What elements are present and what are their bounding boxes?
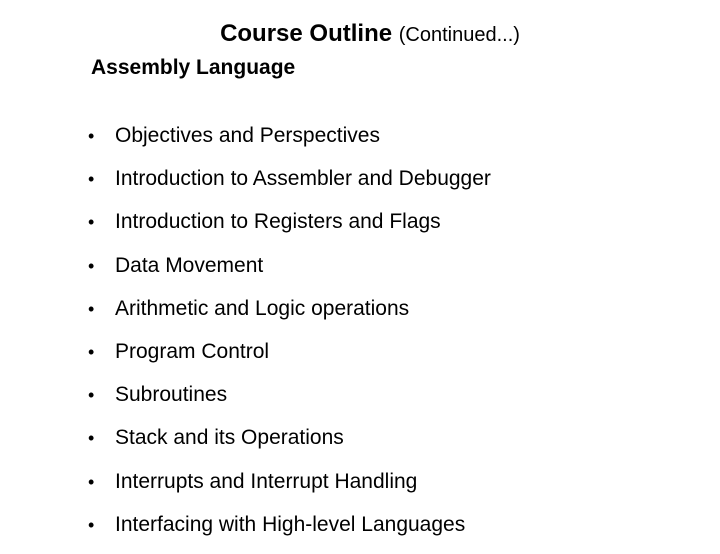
title-suffix: (Continued...) — [398, 24, 520, 46]
bullet-icon: • — [88, 298, 95, 319]
bullet-text: Objectives and Perspectives — [115, 124, 380, 147]
bullet-item — [88, 208, 491, 251]
bullet-item — [88, 338, 491, 381]
bullet-text: Subroutines — [115, 383, 228, 407]
slide-title — [0, 18, 720, 51]
bullet-icon: • — [88, 471, 95, 492]
bullet-item — [88, 381, 491, 424]
bullet-text: Arithmetic and Logic operations — [115, 296, 410, 320]
bullet-list — [88, 122, 491, 554]
bullet-text: Stack and its Operations — [115, 426, 344, 450]
bullet-icon: • — [88, 428, 95, 449]
bullet-item — [88, 165, 491, 208]
bullet-text: Interrupts and Interrupt Handling — [115, 469, 418, 493]
bullet-text: Introduction to Assembler and Debugger — [115, 167, 491, 191]
bullet-text: Program Control — [115, 339, 270, 363]
bullet-text: Interfacing with High-level Languages — [115, 512, 466, 536]
bullet-item — [88, 252, 491, 295]
bullet-item — [88, 122, 491, 165]
bullet-icon: • — [88, 212, 95, 233]
bullet-icon: • — [88, 255, 95, 276]
bullet-text: Data Movement — [115, 253, 264, 277]
bullet-item — [88, 511, 491, 554]
section-subtitle: Assembly Language — [91, 56, 296, 79]
bullet-item — [88, 424, 491, 467]
bullet-icon: • — [88, 385, 95, 406]
bullet-icon: • — [88, 169, 95, 190]
bullet-icon: • — [88, 126, 95, 146]
title-main: Course Outline — [220, 20, 393, 47]
bullet-icon: • — [88, 514, 95, 535]
bullet-icon: • — [88, 341, 95, 362]
bullet-text: Introduction to Registers and Flags — [115, 210, 441, 234]
bullet-item — [88, 468, 491, 511]
bullet-item — [88, 295, 491, 338]
